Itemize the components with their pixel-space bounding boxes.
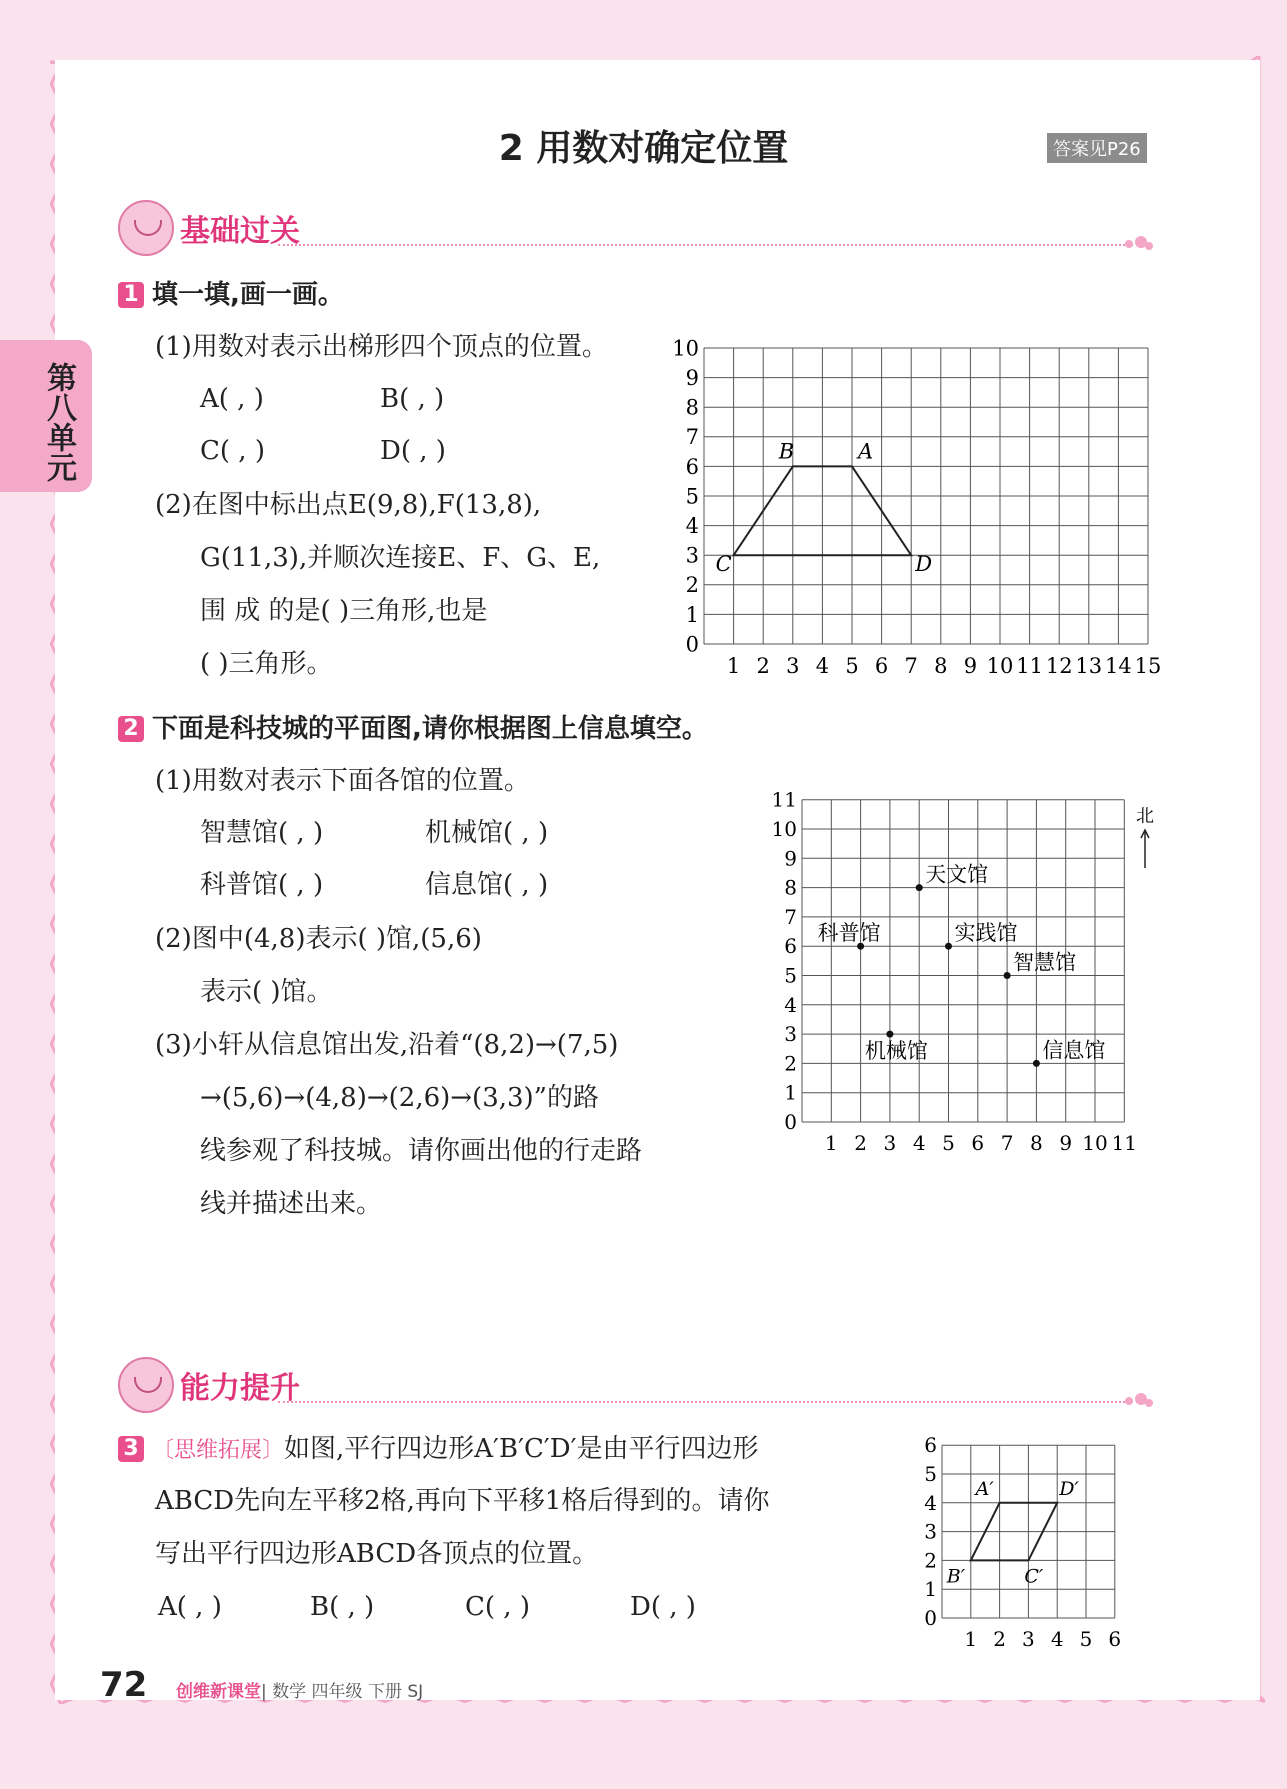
q3-answer-c: C( , ) [465,1592,530,1622]
q2-answer-zhihui: 智慧馆( , ) [200,818,324,848]
y-tick-label: 2 [784,1051,797,1076]
question-3-tag: 〔思维拓展〕 [152,1438,285,1463]
y-tick-label: 7 [685,425,699,450]
y-tick-label: 3 [784,1022,797,1047]
x-tick-label: 10 [986,654,1014,678]
book-info [176,1677,423,1702]
vertex-label: D′ [1059,1477,1079,1500]
q1-grid-chart [666,336,1176,686]
y-tick-label: 5 [924,1462,937,1486]
q2-map-chart [760,786,1170,1162]
q1-part1: (1)用数对表示出梯形四个顶点的位置。 [155,332,608,362]
x-tick-label: 12 [1045,654,1073,678]
x-tick-label: 5 [1079,1627,1093,1650]
building-point [1004,972,1011,979]
q3-answer-d: D( , ) [630,1592,696,1622]
dots-ornament-icon [1125,1391,1155,1411]
y-tick-label: 0 [685,632,699,657]
section-header-basic [118,200,1163,260]
x-tick-label: 2 [756,654,770,678]
q1-part2-line4: ( )三角形。 [200,649,333,679]
y-tick-label: 3 [924,1519,937,1544]
vertex-label: D [915,552,933,577]
y-tick-label: 11 [771,787,797,812]
q3-parallelogram-chart [920,1430,1140,1650]
q3-answer-a: A( , ) [158,1592,222,1622]
vertex-label: A [858,439,874,464]
x-tick-label: 6 [874,654,889,678]
y-tick-label: 8 [685,395,699,420]
y-tick-label: 6 [784,934,797,959]
q3-answer-b: B( , ) [310,1592,375,1622]
building-label: 实践馆 [954,921,1018,946]
y-tick-label: 10 [771,817,797,841]
y-tick-label: 10 [672,336,699,361]
brand-name: 创维新课堂 [176,1682,261,1702]
mascot-icon [118,1357,174,1413]
q1-part2-line2: G(11,3),并顺次连接E、F、G、E, [200,543,601,573]
unit-side-tab-label: 第八单元 [41,362,76,482]
building-label: 机械馆 [864,1039,928,1064]
north-label: 北 [1136,806,1154,827]
question-1-heading [118,282,344,308]
building-point [1033,1060,1040,1067]
building-point [945,943,952,950]
section-title: 基础过关 [180,214,300,249]
x-tick-label: 15 [1134,654,1162,678]
x-tick-label: 5 [845,654,859,678]
x-tick-label: 9 [1059,1131,1073,1155]
section-header-advanced [118,1357,1163,1417]
x-tick-label: 4 [815,654,830,678]
question-3-line2: ABCD先向左平移2格,再向下平移1格后得到的。请你 [155,1486,770,1516]
unit-side-tab [0,340,92,492]
y-tick-label: 6 [685,454,699,479]
x-tick-label: 2 [993,1627,1006,1650]
x-tick-label: 4 [1050,1627,1064,1650]
x-tick-label: 3 [883,1131,897,1155]
question-3-line1 [118,1436,759,1464]
x-tick-label: 2 [854,1131,867,1155]
q2-part3-line4: 线并描述出来。 [200,1189,383,1219]
y-tick-label: 2 [924,1548,937,1573]
x-tick-label: 3 [1022,1627,1035,1650]
page-number: 72 [100,1665,148,1705]
y-tick-label: 0 [784,1110,797,1134]
q1-answer-c: C( , ) [200,436,265,466]
building-label: 智慧馆 [1013,950,1077,975]
y-tick-label: 1 [784,1080,797,1105]
answer-reference-badge: 答案见P26 [1047,133,1147,163]
x-tick-label: 9 [963,654,978,678]
q1-answer-d: D( , ) [380,436,446,466]
q1-answer-b: B( , ) [380,384,445,414]
building-label: 科普馆 [817,921,881,946]
question-number-badge: 3 [118,1436,144,1462]
vertex-label: B′ [946,1565,966,1588]
x-tick-label: 6 [1108,1627,1122,1650]
question-3-text: 如图,平行四边形A′B′C′D′是由平行四边形 [284,1434,759,1464]
x-tick-label: 7 [904,654,918,678]
y-tick-label: 9 [685,365,699,390]
building-label: 天文馆 [925,862,989,887]
section-title: 能力提升 [180,1371,300,1406]
q2-part2-line2: 表示( )馆。 [200,977,333,1007]
x-tick-label: 8 [934,654,948,678]
x-tick-label: 8 [1030,1131,1043,1155]
question-2-heading [118,716,708,742]
q1-part2-line3: 围 成 的是( )三角形,也是 [200,596,488,626]
vertex-label: C [715,552,732,577]
dots-ornament-icon [1125,234,1155,254]
x-tick-label: 1 [964,1627,978,1650]
y-tick-label: 2 [685,573,699,598]
y-tick-label: 1 [924,1577,937,1602]
question-1-title: 填一填,画一画。 [152,280,344,310]
x-tick-label: 1 [726,654,741,678]
q1-part2-line1: (2)在图中标出点E(9,8),F(13,8), [155,490,542,520]
y-tick-label: 5 [685,484,699,509]
x-tick-label: 1 [824,1131,838,1155]
y-tick-label: 9 [784,846,797,871]
building-point [886,1031,893,1038]
x-tick-label: 10 [1082,1131,1108,1155]
y-tick-label: 3 [685,543,699,568]
mascot-icon [118,200,174,256]
building-point [916,884,923,891]
y-tick-label: 4 [924,1490,937,1515]
vertex-label: A′ [975,1477,994,1500]
y-tick-label: 0 [924,1606,937,1630]
y-tick-label: 5 [784,963,797,988]
y-tick-label: 4 [784,992,797,1017]
q1-answer-a: A( , ) [200,384,264,414]
building-label: 信息馆 [1042,1038,1106,1063]
vertex-label: B [778,439,795,464]
q2-answer-kepu: 科普馆( , ) [200,870,324,900]
y-tick-label: 4 [685,513,699,538]
y-tick-label: 6 [924,1433,937,1458]
q2-part2-line1: (2)图中(4,8)表示( )馆,(5,6) [155,924,482,954]
dotted-divider [278,244,1133,246]
x-tick-label: 14 [1105,654,1132,678]
y-tick-label: 1 [685,602,699,627]
x-tick-label: 13 [1075,654,1103,678]
question-2-title: 下面是科技城的平面图,请你根据图上信息填空。 [152,714,708,744]
x-tick-label: 11 [1111,1131,1138,1155]
x-tick-label: 7 [1000,1131,1014,1155]
x-tick-label: 4 [912,1131,926,1155]
x-tick-label: 3 [786,654,800,678]
q2-part3-line1: (3)小轩从信息馆出发,沿着“(8,2)→(7,5) [155,1030,619,1060]
page-footer [100,1665,424,1705]
page-title: 2 用数对确定位置 [498,128,789,169]
x-tick-label: 5 [942,1131,955,1155]
dotted-divider [278,1401,1133,1403]
y-tick-label: 7 [784,904,797,929]
question-number-badge: 2 [118,716,144,742]
book-details: | 数学 四年级 下册 SJ [261,1682,424,1702]
q2-answer-jixie: 机械馆( , ) [425,818,549,848]
x-tick-label: 11 [1016,654,1043,678]
q2-part1: (1)用数对表示下面各馆的位置。 [155,766,530,796]
y-tick-label: 8 [784,875,797,900]
q2-part3-line3: 线参观了科技城。请你画出他的行走路 [200,1136,643,1166]
q2-part3-line2: →(5,6)→(4,8)→(2,6)→(3,3)”的路 [200,1083,599,1113]
q2-answer-xinxi: 信息馆( , ) [425,870,549,900]
vertex-label: C′ [1024,1565,1044,1588]
question-number-badge: 1 [118,282,144,308]
question-3-line3: 写出平行四边形ABCD各顶点的位置。 [155,1539,599,1569]
x-tick-label: 6 [971,1131,985,1155]
